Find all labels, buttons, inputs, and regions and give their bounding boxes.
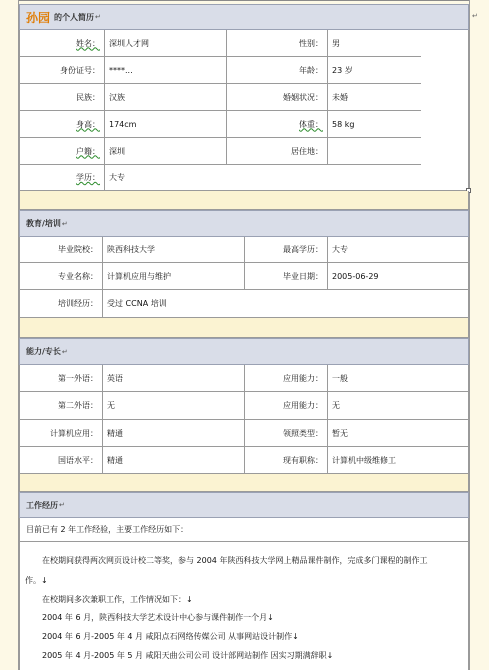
personal-info-row: [19, 30, 469, 57]
major-value[interactable]: 计算机应用与维护: [107, 271, 171, 281]
personal-value[interactable]: 深圳: [109, 146, 125, 156]
skill-value[interactable]: 精通: [107, 428, 123, 438]
personal-label: 体重：: [299, 119, 323, 129]
skills-section-title: 能力/专长: [26, 347, 61, 356]
work-line: 在校期间获得两次网页设计校二等奖，参与 2004 年陕西科技大学网上精品课件制作，完成多门课程的制作工: [42, 556, 428, 565]
personal-value[interactable]: ****...: [109, 65, 133, 75]
skills-row: [19, 365, 469, 392]
skill-value[interactable]: 计算机中级维修工: [332, 455, 396, 465]
personal-value[interactable]: 未婚: [332, 92, 348, 102]
skills-row: [19, 392, 469, 420]
skills-row: [19, 447, 469, 474]
skill-label: 现有职称：: [283, 455, 323, 465]
work-line: 作。↓: [25, 576, 48, 585]
skill-label: 国语水平：: [58, 455, 98, 465]
document-right-border: [469, 0, 470, 670]
personal-value[interactable]: 174cm: [109, 119, 137, 129]
paragraph-mark: ↵: [61, 347, 68, 356]
skill-label: 第一外语：: [58, 373, 98, 383]
training-label: 培训经历：: [58, 299, 98, 308]
skill-value[interactable]: 精通: [107, 455, 123, 465]
education-level-value[interactable]: 大专: [109, 173, 125, 182]
personal-value[interactable]: 58 kg: [332, 119, 355, 129]
work-summary-row: [19, 518, 469, 542]
resume-title-bar: [19, 4, 469, 30]
personal-info-row: [19, 138, 469, 165]
work-history-body: [19, 542, 469, 670]
personal-value[interactable]: 男: [332, 38, 340, 48]
education-section-header: [19, 210, 469, 237]
resume-owner-name: 孙园: [26, 10, 51, 25]
education-row-major: [19, 263, 469, 290]
personal-info-row: [19, 57, 469, 84]
personal-info-row: [19, 84, 469, 111]
skills-row: [19, 420, 469, 447]
personal-value[interactable]: 深圳人才网: [109, 38, 149, 48]
personal-value[interactable]: [328, 138, 422, 164]
paragraph-mark: ↵: [472, 12, 478, 20]
personal-value[interactable]: 23 岁: [332, 65, 353, 75]
education-section-title: 教育/培训: [26, 219, 61, 228]
skill-value[interactable]: 暂无: [332, 428, 348, 438]
education-level-row: [19, 165, 469, 191]
personal-info-row: [19, 111, 469, 138]
personal-value[interactable]: 汉族: [109, 92, 125, 102]
skills-section-header: [19, 338, 469, 365]
paragraph-mark: ↵: [95, 13, 101, 21]
personal-label: 性别：: [299, 38, 323, 48]
paragraph-mark: ↵: [61, 219, 68, 228]
skill-label: 第二外语：: [58, 401, 98, 410]
skill-value[interactable]: 英语: [107, 373, 123, 383]
work-section-title: 工作经历: [26, 500, 58, 510]
section-spacer: [19, 318, 469, 338]
work-line: 2004 年 6 月-2005 年 4 月 咸阳点石网络传媒公司 从事网站设计制作↓: [42, 632, 299, 641]
school-label: 毕业院校：: [58, 245, 98, 254]
skill-value[interactable]: 无: [107, 401, 115, 410]
personal-label: 居住地：: [291, 146, 323, 156]
work-line: 2005 年 4 月-2005 年 5 月 咸阳天曲公司公司 设计部网站制作 因实习期满辞职↓: [42, 651, 334, 660]
school-value[interactable]: 陕西科技大学: [107, 245, 155, 254]
skill-label: 应用能力：: [283, 373, 323, 383]
personal-label: 身高：: [76, 119, 100, 129]
paragraph-mark: ↵: [59, 501, 65, 509]
work-line: 2004 年 6 月，陕西科技大学艺术设计中心参与课件制作一个月↓: [42, 613, 274, 622]
skill-label: 计算机应用：: [50, 428, 98, 438]
education-row-training: [19, 290, 469, 318]
work-section-header: [19, 492, 469, 518]
section-spacer: [19, 191, 469, 210]
training-value[interactable]: 受过 CCNA 培训: [107, 299, 167, 308]
degree-label: 最高学历：: [283, 245, 323, 254]
personal-label: 婚姻状况：: [283, 92, 323, 102]
personal-label: 姓名：: [76, 38, 100, 48]
work-summary[interactable]: 目前已有 2 年工作经验，主要工作经历如下：: [26, 525, 189, 534]
section-spacer: [19, 474, 469, 492]
grad-date-value[interactable]: 2005-06-29: [332, 271, 379, 281]
work-line: 在校期间多次兼职工作，工作情况如下：↓: [42, 595, 193, 604]
personal-label: 身份证号：: [60, 65, 100, 75]
photo-cell[interactable]: [421, 30, 469, 165]
grad-date-label: 毕业日期：: [283, 271, 323, 281]
education-row-school: [19, 237, 469, 263]
personal-label: 年龄：: [299, 65, 323, 75]
resume-title: 的个人简历: [54, 12, 95, 22]
skill-value[interactable]: 一般: [332, 373, 348, 383]
skill-label: 领照类型：: [283, 428, 323, 438]
document-top-border: [18, 0, 470, 1]
skill-value[interactable]: 无: [332, 401, 340, 410]
personal-label: 民族：: [76, 92, 100, 102]
skill-label: 应用能力：: [283, 401, 323, 410]
major-label: 专业名称：: [58, 271, 98, 281]
personal-label: 户籍：: [76, 146, 100, 156]
education-level-label: 学历：: [76, 173, 100, 182]
degree-value[interactable]: 大专: [332, 245, 348, 254]
